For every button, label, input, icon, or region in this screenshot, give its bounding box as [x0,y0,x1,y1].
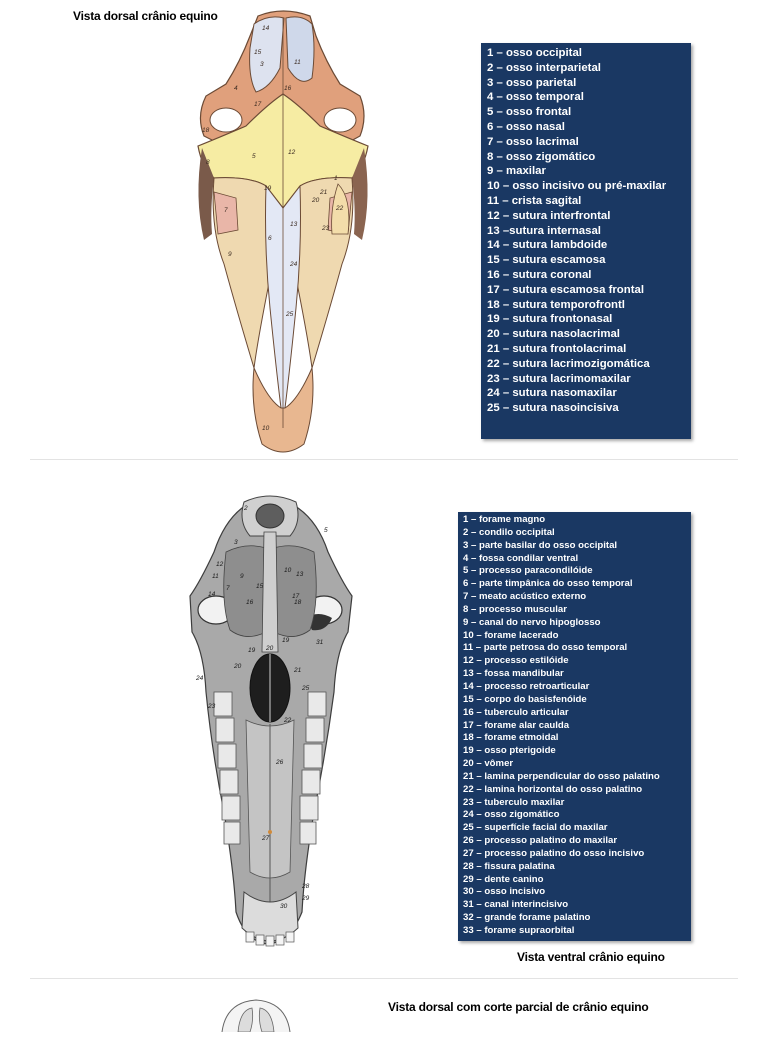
figure-label: 23 [208,703,216,710]
legend-item: 15 – corpo do basisfenóide [463,693,587,705]
legend-item: 19 – sutura frontonasal [487,313,613,326]
figure-label: 29 [302,895,310,902]
figure-label: 16 [246,599,254,606]
legend-item: 1 – forame magno [463,514,546,525]
figure-label: 8 [206,159,210,166]
figure-label: 31 [316,639,324,646]
legend-item: 2 – osso interparietal [487,61,601,74]
slide-title: Vista dorsal crânio equino [73,9,218,23]
figure-label: 24 [196,675,204,682]
legend-list [487,46,691,416]
legend-item: 24 – sutura nasomaxilar [487,387,617,400]
figure-label: 10 [262,425,270,432]
figure-label: 19 [264,185,272,192]
figure-label: 15 [254,49,262,56]
legend-item: 6 – parte timpânica do osso temporal [463,578,633,590]
legend-item: 18 – forame etmoidal [463,732,559,744]
skull-dorsal-figure [188,8,378,460]
figure-label: 18 [202,127,210,134]
figure-label: 2 [244,505,248,512]
slide-title: Vista ventral crânio equino [517,950,665,964]
legend-item: 27 – processo palatino do osso incisivo [463,847,645,859]
legend-item: 17 – forame alar caulda [463,719,570,731]
figure-label: 1 [334,175,338,182]
figure-label: 17 [254,101,262,108]
legend-item: 25 – sutura nasoincisiva [487,402,619,415]
figure-label: 22 [284,717,292,724]
legend-item: 33 – forame supraorbital [463,925,575,936]
legend-item: 29 – dente canino [463,873,544,885]
figure-label: 7 [224,207,228,214]
legend-item: 16 – sutura coronal [487,268,592,281]
figure-label: 12 [216,561,224,568]
legend-item: 28 – fissura palatina [463,860,555,872]
legend-item: 14 – processo retroarticular [463,680,590,692]
figure-label: 13 [296,571,304,578]
legend-item: 7 – meato acústico externo [463,591,587,603]
legend-item: 20 – sutura nasolacrimal [487,328,620,341]
figure-label: 5 [324,527,328,534]
figure-label: 18 [294,599,302,606]
legend-item: 22 – lamina horizontal do osso palatino [463,783,643,795]
legend-item: 26 – processo palatino do maxilar [463,835,618,847]
figure-label: 11 [212,573,219,580]
figure-label: 16 [284,85,292,92]
slide-dorsal-cut-view [0,982,768,1042]
figure-label: 20 [234,663,242,670]
legend-item: 13 –sutura internasal [487,224,601,237]
legend-item: 11 – parte petrosa do osso temporal [463,642,628,654]
figure-label: 7 [226,585,230,592]
figure-label: 14 [262,25,270,32]
figure-label: 25 [286,311,294,318]
figure-label: 19 [282,637,290,644]
legend-item: 24 – osso zigomático [463,809,560,821]
figure-label: 15 [256,583,264,590]
legend-item: 4 – fossa condilar ventral [463,552,579,564]
figure-label: 22 [336,205,344,212]
legend-item: 22 – sutura lacrimozigomática [487,357,650,370]
legend-item: 21 – sutura frontolacrimal [487,342,627,355]
legend-item: 1 – osso occipital [487,47,582,59]
figure-label: 30 [280,903,288,910]
legend-item: 5 – osso frontal [487,106,572,119]
legend-item: 18 – sutura temporofrontl [487,298,625,311]
legend-item: 2 – condilo occipital [463,526,555,538]
figure-label: 19 [248,647,256,654]
legend-item: 23 – sutura lacrimomaxilar [487,372,631,385]
skull-ventral-figure [186,492,356,952]
legend-item: 25 – superfície facial do maxilar [463,822,608,834]
legend-item: 4 – osso temporal [487,91,584,104]
figure-label: 17 [292,593,300,600]
figure-label: 23 [322,225,330,232]
legend-item: 20 – vômer [463,758,514,770]
figure-label: 12 [288,149,296,156]
legend-item: 17 – sutura escamosa frontal [487,283,645,296]
legend-item: 11 – crista sagital [487,194,582,207]
legend-box [481,43,691,439]
figure-label: 26 [276,759,284,766]
legend-item: 6 – osso nasal [487,120,565,133]
skull-cut-figure [216,992,296,1032]
legend-item: 3 – parte basilar do osso occipital [463,539,618,551]
legend-item: 12 – processo estilóide [463,655,569,667]
legend-item: 12 – sutura interfrontal [487,209,611,222]
legend-item: 13 – fossa mandibular [463,668,564,680]
figure-label: 24 [290,261,298,268]
legend-item: 10 – osso incisivo ou pré-maxilar [487,180,667,193]
legend-item: 21 – lamina perpendicular do osso palatino [463,770,660,782]
legend-item: 9 – canal do nervo hipoglosso [463,616,601,628]
figure-label: 3 [260,61,264,68]
figure-label: 25 [302,685,310,692]
legend-item: 15 – sutura escamosa [487,254,606,267]
figure-label: 4 [234,85,238,92]
figure-label: 21 [294,667,302,674]
legend-box [458,512,691,941]
divider [30,459,738,460]
legend-item: 3 – osso parietal [487,76,577,89]
figure-label: 6 [268,235,272,242]
figure-label: 3 [234,539,238,546]
legend-item: 31 – canal interincisivo [463,899,569,911]
legend-item: 10 – forame lacerado [463,629,559,641]
figure-label: 20 [266,645,274,652]
legend-item: 23 – tuberculo maxilar [463,796,565,808]
figure-label: 9 [240,573,244,580]
slide-dorsal-view [0,0,768,458]
legend-item: 8 – osso zigomático [487,150,596,163]
figure-label: 9 [228,251,232,258]
divider [30,978,738,979]
legend-item: 7 – osso lacrimal [487,135,579,148]
legend-list [463,514,691,938]
slide-ventral-view [0,466,768,976]
figure-label: 20 [312,197,320,204]
figure-label: 21 [320,189,328,196]
figure-label: 28 [302,883,310,890]
legend-item: 5 – processo paracondilóide [463,565,593,577]
legend-item: 14 – sutura lambdoide [487,239,608,252]
slide-title: Vista dorsal com corte parcial de crânio equino [388,1000,649,1014]
legend-item: 8 – processo muscular [463,603,567,615]
legend-item: 32 – grande forame palatino [463,912,591,924]
legend-item: 9 – maxilar [487,165,546,178]
figure-label: 11 [294,59,301,66]
legend-item: 30 – osso incisivo [463,886,546,898]
figure-label: 5 [252,153,256,160]
figure-label: 14 [208,591,216,598]
figure-label: 10 [284,567,292,574]
legend-item: 16 – tuberculo articular [463,706,569,718]
figure-label: 13 [290,221,298,228]
figure-label: 27 [262,835,270,842]
legend-item: 19 – osso pterigoide [463,745,556,757]
